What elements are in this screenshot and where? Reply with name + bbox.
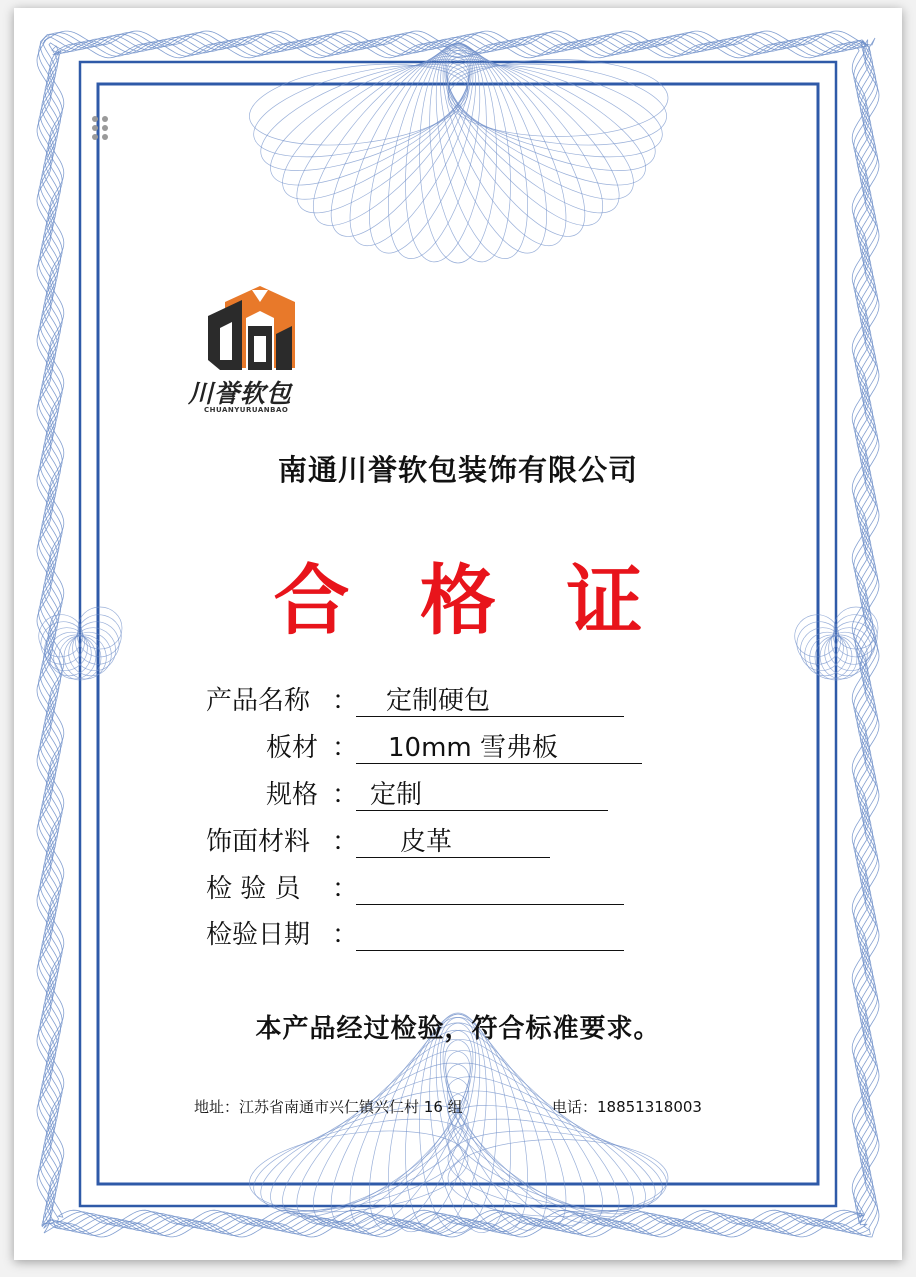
field-colon: ： <box>332 827 359 857</box>
field-spec <box>14 774 902 814</box>
field-underline <box>356 904 624 905</box>
field-label: 检验日期 <box>206 920 311 950</box>
field-colon: ： <box>332 920 359 950</box>
drag-handle-icon[interactable] <box>92 116 110 150</box>
field-value[interactable]: 10mm 雪弗板 <box>388 733 559 763</box>
certificate-page <box>14 8 902 1260</box>
field-value[interactable]: 定制硬包 <box>386 686 491 716</box>
field-colon: ： <box>332 874 359 904</box>
field-colon: ： <box>332 686 359 716</box>
certificate-title: 合 格 证 <box>273 556 665 645</box>
company-name: 南通川誉软包装饰有限公司 <box>277 453 638 487</box>
field-label: 饰面材料 <box>206 827 311 857</box>
field-label: 检 验 员 <box>206 874 301 904</box>
logo-subtitle: CHUANYURUANBAO <box>204 406 289 414</box>
field-label: 产品名称 <box>206 686 311 716</box>
compliance-statement: 本产品经过检验，符合标准要求。 <box>255 1014 661 1044</box>
field-product-name <box>14 680 902 720</box>
footer-address: 地址：江苏省南通市兴仁镇兴仁村 16 组 <box>194 1098 463 1116</box>
footer-phone: 电话：18851318003 <box>552 1098 702 1116</box>
field-colon: ： <box>332 733 359 763</box>
field-inspector <box>14 868 902 908</box>
field-inspection-date <box>14 914 902 954</box>
field-value[interactable]: 定制 <box>370 780 423 810</box>
field-board <box>14 727 902 767</box>
field-finish-material <box>14 821 902 861</box>
logo-name: 川誉软包 <box>188 379 293 408</box>
field-underline <box>356 950 624 951</box>
field-colon: ： <box>332 780 359 810</box>
field-underline <box>356 857 550 858</box>
field-label: 板材 <box>266 733 319 763</box>
field-label: 规格 <box>266 780 319 810</box>
field-value[interactable]: 皮革 <box>400 827 453 857</box>
